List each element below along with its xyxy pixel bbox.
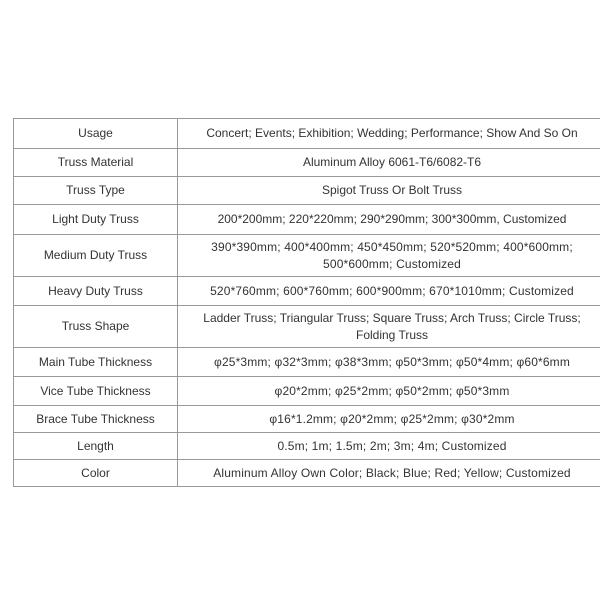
length-value: 0.5m; 1m; 1.5m; 2m; 3m; 4m; Customized <box>178 433 600 460</box>
color-label: Color <box>14 460 178 487</box>
spec-table-body <box>14 119 600 487</box>
usage-label: Usage <box>14 119 178 149</box>
medium-duty-truss-label: Medium Duty Truss <box>14 235 178 277</box>
spec-table <box>13 118 600 487</box>
row-truss-material <box>14 149 600 177</box>
usage-value: Concert; Events; Exhibition; Wedding; Performance; Show And So On <box>178 119 600 149</box>
heavy-duty-truss-label: Heavy Duty Truss <box>14 277 178 306</box>
truss-type-value: Spigot Truss Or Bolt Truss <box>178 177 600 205</box>
color-value: Aluminum Alloy Own Color; Black; Blue; Red; Yellow; Customized <box>178 460 600 487</box>
row-heavy-duty-truss <box>14 277 600 306</box>
row-truss-type <box>14 177 600 205</box>
truss-material-label: Truss Material <box>14 149 178 177</box>
row-vice-tube-thickness <box>14 377 600 406</box>
row-light-duty-truss <box>14 205 600 235</box>
main-tube-thickness-value: φ25*3mm; φ32*3mm; φ38*3mm; φ50*3mm; φ50*4mm; φ60*6mm <box>178 348 600 377</box>
heavy-duty-truss-value: 520*760mm; 600*760mm; 600*900mm; 670*1010mm; Customized <box>178 277 600 306</box>
vice-tube-thickness-value: φ20*2mm; φ25*2mm; φ50*2mm; φ50*3mm <box>178 377 600 406</box>
row-main-tube-thickness <box>14 348 600 377</box>
row-truss-shape <box>14 306 600 348</box>
row-color <box>14 460 600 487</box>
length-label: Length <box>14 433 178 460</box>
main-tube-thickness-label: Main Tube Thickness <box>14 348 178 377</box>
brace-tube-thickness-value: φ16*1.2mm; φ20*2mm; φ25*2mm; φ30*2mm <box>178 406 600 433</box>
light-duty-truss-value: 200*200mm; 220*220mm; 290*290mm; 300*300mm, Customized <box>178 205 600 235</box>
row-length <box>14 433 600 460</box>
brace-tube-thickness-label: Brace Tube Thickness <box>14 406 178 433</box>
truss-shape-value: Ladder Truss; Triangular Truss; Square Truss; Arch Truss; Circle Truss; Folding Truss <box>178 306 600 348</box>
truss-shape-label: Truss Shape <box>14 306 178 348</box>
truss-type-label: Truss Type <box>14 177 178 205</box>
row-usage <box>14 119 600 149</box>
vice-tube-thickness-label: Vice Tube Thickness <box>14 377 178 406</box>
truss-material-value: Aluminum Alloy 6061-T6/6082-T6 <box>178 149 600 177</box>
medium-duty-truss-value: 390*390mm; 400*400mm; 450*450mm; 520*520mm; 400*600mm; 500*600mm; Customized <box>178 235 600 277</box>
row-medium-duty-truss <box>14 235 600 277</box>
row-brace-tube-thickness <box>14 406 600 433</box>
light-duty-truss-label: Light Duty Truss <box>14 205 178 235</box>
